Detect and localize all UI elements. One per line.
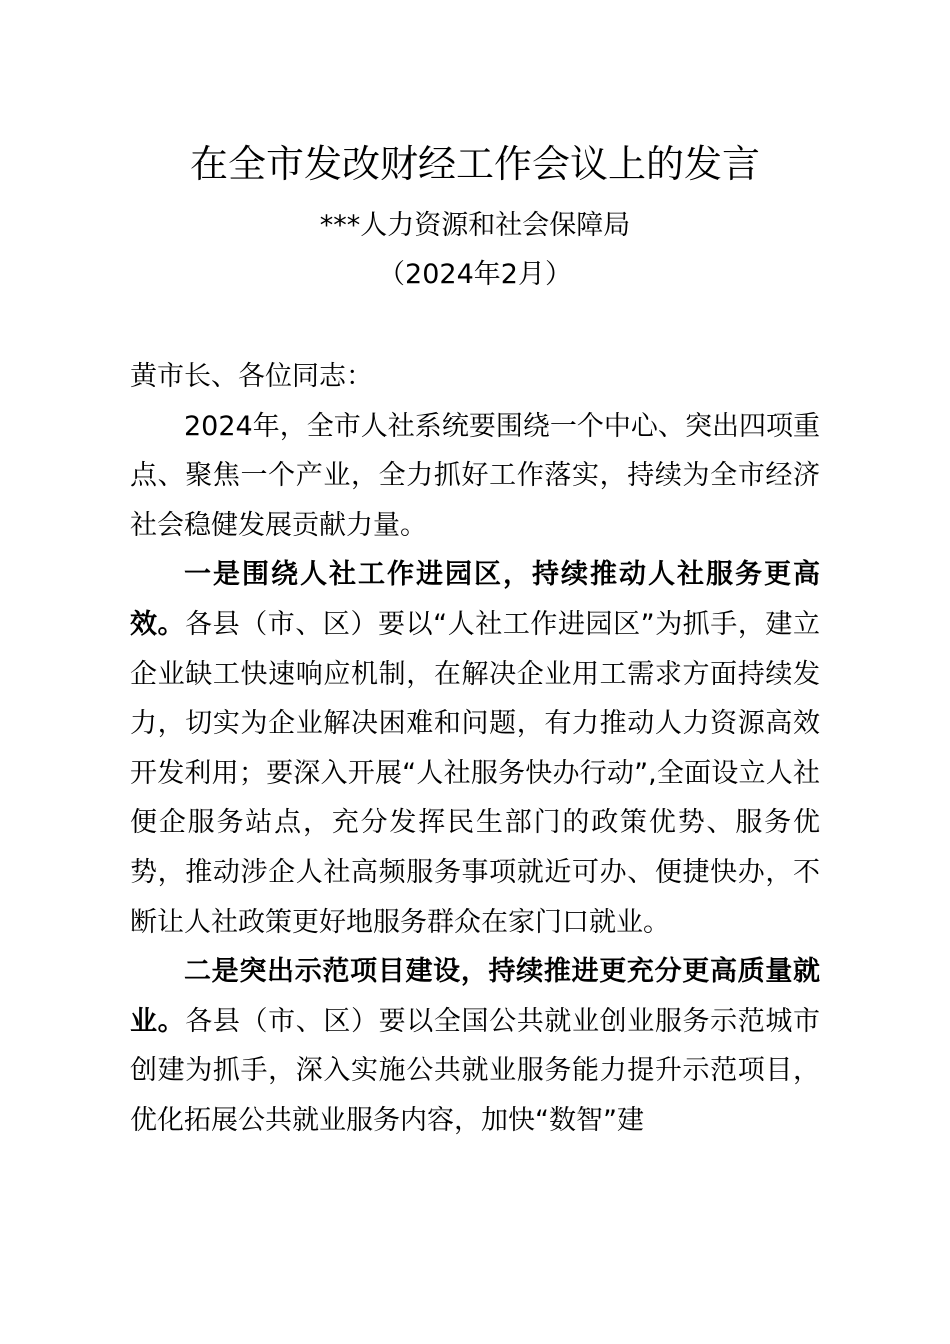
document-body: [130, 352, 820, 1146]
paragraph-2: [130, 550, 820, 947]
paragraph-1-text: 2024年，全市人社系统要围绕一个中心、突出四项重点、聚焦一个产业，全力抓好工作落实，持续为全市经济社会稳健发展贡献力量。: [130, 410, 820, 541]
document-title: 在全市发改财经工作会议上的发言: [189, 142, 760, 186]
paragraph-3-text: 各县（市、区）要以全国公共就业创业服务示范城市创建为抓手，深入实施公共就业服务能力提升示范项目，优化拓展公共就业服务内容，加快“数智”建: [130, 1005, 820, 1136]
document-date: （2024年2月）: [378, 259, 572, 290]
paragraph-3: [130, 947, 820, 1145]
document-author: ***人力资源和社会保障局: [319, 210, 631, 241]
paragraph-2-text: 各县（市、区）要以“人社工作进园区”为抓手，建立企业缺工快速响应机制，在解决企业用工需求方面持续发力，切实为企业解决困难和问题，有力推动人力资源高效开发利用；要深入开展“人社服务快办行动”,全面设立人社便企服务站点，充分发挥民生部门的政策优势、服务优势，推动涉企人社高频服务事项就近可办、便捷快办，不断让人社政策更好地服务群众在家门口就业。: [130, 608, 820, 938]
paragraph-2-lead: 一是围绕人社工作进园区，持续推动人社服务更高效。: [130, 559, 820, 640]
paragraph-3-lead: 二是突出示范项目建设，持续推进更充分更高质量就业。: [130, 956, 820, 1037]
salutation: 黄市长、各位同志：: [130, 361, 373, 392]
paragraph-1: [130, 402, 820, 551]
